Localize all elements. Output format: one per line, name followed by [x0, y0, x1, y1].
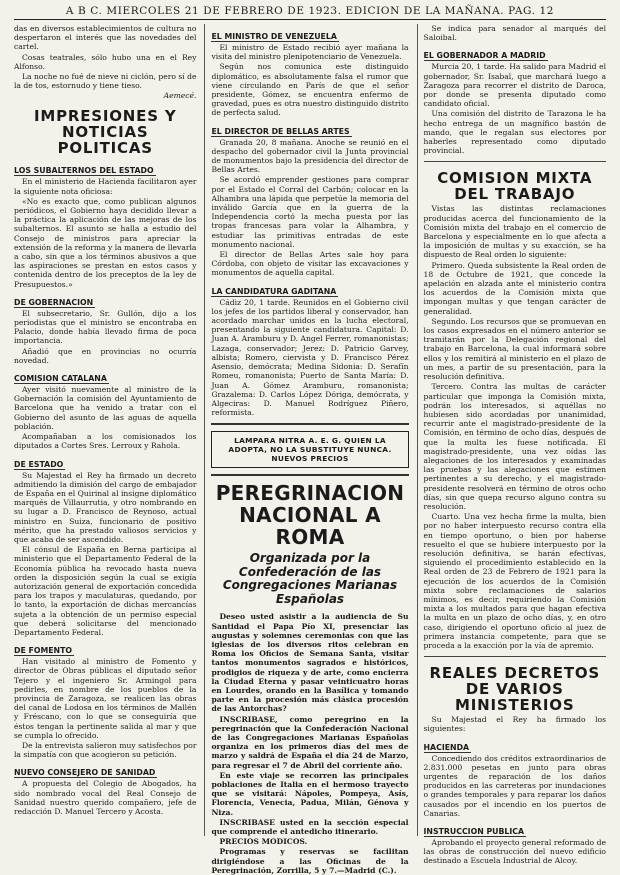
advertisement-box: LAMPARA NITRA A. E. G. QUIEN LA ADOPTA, NO LA SUBSTITUYE NUNCA. NUEVOS PRECIOS: [211, 431, 408, 468]
section-title: EL MINISTRO DE VENEZUELA: [211, 32, 337, 41]
subheadline-peregrinacion: Organizada por la Confederación de las Congregaciones Marianas Españolas: [222, 551, 398, 606]
headline-impresiones: IMPRESIONES Y NOTICIAS POLITICAS: [33, 107, 177, 158]
intro-paragraph: das en diversos establecimientos de cultura no despertaron el interés que las novedades del cartel.: [14, 24, 197, 52]
paragraph: Granada 20, 8 mañana. Anoche se reunió en el despacho del gobernador civil la Junta provincial de monumentos bajo la presidencia del director de Bellas Artes.: [211, 137, 409, 175]
column-1: [14, 24, 196, 836]
paragraph: Programas y reservas se facilitan dirigiéndose a las Oficinas de la Peregrinación, Zorrilla, 5 y 7.—Madrid (C.).: [211, 847, 409, 875]
paragraph: PRECIOS MODICOS.: [219, 837, 308, 847]
paragraph: Primero. Queda subsistente la Real orden de 18 de Octubre de 1921, que concede la apelación en alzada ante el ministerio contra los acuerdos de la Comisión mixta que impongan multas y que tengan carácter de generalidad.: [423, 260, 606, 316]
paragraph: A propuesta del Colegio de Abogados, ha sido nombrado vocal del Real Consejo de Sanidad nuestro querido compañero, jefe de redacción D. Manuel Tercero y Acosta.: [14, 779, 197, 816]
headline-reales-decretos: REALES DECRETOS DE VARIOS MINISTERIOS: [429, 664, 601, 715]
paragraph: Se indica para senador al marqués del Saloibal.: [423, 24, 606, 43]
section-title: EL GOBERNADOR A MADRID: [423, 51, 546, 61]
column-3: [417, 24, 606, 866]
paragraph: Añadió que en provincias no ocurría novedad.: [14, 346, 197, 365]
column-2: [204, 24, 409, 875]
headline-peregrinacion: PEREGRINACION NACIONAL A ROMA: [215, 481, 405, 550]
paragraph: Cuarto. Una vez hecha firme la multa, bien por no haber interpuesto recurso contra ella en tiempo oportuno, o bien por haberse resuelto el que se hubiere interpuesto por la resolución definitiva, se harán efectivas, siguiendo el procedimiento establecido en la Real orden de 23 de Febrero de 1921 para la ejecución de los acuerdos de la Comisión mixta sobre reclamaciones de salarios mínimos, es decir, requiriendo la Comisión mixta a los multados para que hagan efectiva la multa en un plazo de ocho días, y, en otro caso, dirigiendo el oportuno oficio al juez de primera instancia competente, para que se proceda a la exacción por la vía de apremio.: [423, 512, 606, 650]
section-title: DE ESTADO: [14, 459, 64, 469]
divider: [211, 423, 408, 425]
divider: [424, 656, 606, 657]
columns: [14, 24, 606, 875]
paragraph: Concediendo dos créditos extraordinarios de 2.831.000 pesetas en junto para obras urgentes de reparación de los daños producidos en las carreteras por inundaciones o grandes temporales y para reparar los daños causados por el incendio en los puertos de Canarias.: [423, 753, 606, 818]
paragraph: Una comisión del distrito de Tarazona le ha hecho entrega de un magnífico bastón de mando, que le regalan sus electores por haberles representado como diputado provincial.: [423, 109, 606, 156]
section-title: DE GOBERNACION: [14, 297, 94, 307]
paragraph: Acompañaban a los comisionados los diputados a Cortes Sres. Lerroux y Rahola.: [14, 432, 197, 451]
page-header: [14, 0, 606, 20]
section-title: NUEVO CONSEJERO DE SANIDAD: [14, 768, 156, 778]
paragraph: Según nos comunica este distinguido diplomático, es absolutamente falsa el rumor que viene circulando en París de que el señor presidente, Gómez, se encuentra enfermo de gravedad, pues es otra nuestro distinguido distrito de perfecta salud.: [211, 62, 409, 118]
header-text: A B C. MIERCOLES 21 DE FEBRERO DE 1923. EDICION DE LA MAÑANA. PAG. 12: [65, 5, 555, 17]
paragraph: «No es exacto que, como publican algunos periódicos, el Gobierno haya decidido llevar a la práctica la aplicación de las mejoras de los subalternos. El asunto se halla a estudio del Consejo de ministros para apreciar la extensión de la reforma y la manera de llevarla a cabo, sin que a los términos abusivos a que las aspiraciones se prestan en estos casos y contenida dentro de los preceptos de la ley de Presupuestos.»: [14, 196, 197, 289]
paragraph: De la entrevista salieron muy satisfechos por la simpatía con que acogieron su petición.: [14, 740, 197, 760]
paragraph: El director de Bellas Artes sale hoy para Córdoba, con objeto de visitar las excavaciones y monumentos de aquella capital.: [211, 250, 409, 278]
paragraph: En el ministerio de Hacienda facilitaron ayer la siguiente nota oficiosa:: [14, 177, 197, 196]
paragraph: Segundo. Los recursos que se promuevan en los casos expresados en el número anterior se tramitarán por la Delegación regional del trabajo en Barcelona, la cual informará sobre ellos y los remitirá al ministerio en el plazo de un mes, a partir de su presentación, para la resolución definitiva.: [423, 316, 606, 382]
intro-paragraph: Cosas teatrales, sólo hubo una en el Rey Alfonso.: [14, 52, 197, 71]
paragraph: El cónsul de España en Berna participa al ministerio que el Departamento Federal de la Economía pública ha revocado hasta nueva orden la disposición según la cual se exigía autorización general de exportación concedida para los trapos y maculaturas, quedando, por lo tanto, la exportación de dichas mercancías sujeta a la obtención de un permiso especial que deberá solicitarse del mencionado Departamento Federal.: [14, 545, 197, 637]
section-title: LOS SUBALTERNOS DEL ESTADO: [14, 166, 154, 176]
paragraph: Su Majestad el Rey ha firmado los siguientes:: [423, 715, 606, 734]
paragraph: Deseo usted asistir a la audiencia de Su Santidad el Papa Pío XI, presenciar las augustas y solemnes ceremonias con que las iglesias de los diversos ritos celebran en Roma los Oficios de Semana Santa, visitar tantos monumentos sagrados e históricos, prodigios de riqueza y de arte, como encierra la Ciudad Eterna y pasar veinticuatro horas en Lourdes, orando en la Basílica y tomando parte en la procesión más clásica procesión de las Antorchas?: [211, 612, 409, 714]
section-title: EL DIRECTOR DE BELLAS ARTES: [211, 126, 350, 136]
section-title: LA CANDIDATURA GADITANA: [211, 286, 337, 296]
paragraph: Su Majestad el Rey ha firmado un decreto admitiendo la dimisión del cargo de embajador de España en el Quirinal al insigne diplomático marqués de Villaurrutia, y otro nombrando en su lugar a D. Francisco de Reynoso, actual ministro en Suiza, funcionario de positivo mérito, que ha prestado valiosos servicios y que acaba de ser ascendido.: [14, 470, 197, 544]
paragraph: El subsecretario, Sr. Gullón, dijo a los periodistas que el ministro se encontraba en Palacio, donde había llevado firma de poca importancia.: [14, 308, 197, 346]
paragraph: Aprobando el proyecto general reformado de las obras de construcción del nuevo edificio destinado a Escuela Industrial de Alcoy.: [423, 838, 606, 866]
section-title: INSTRUCCION PUBLICA: [423, 827, 525, 837]
paragraph: Se acordó emprender gestiones para comprar por el Estado el Corral del Carbón; colocar en la Alhambra una lápida que perpetúe la memoria del inválido García que en la guerra de la Independencia cortó la mecha puesta por las tropas francesas para volar la Alhambra, y estudiar las primitivas entradas de este monumento nacional.: [211, 175, 409, 249]
paragraph: Ayer visitó nuevamente al ministro de la Gobernación la comisión del Ayuntamiento de Barcelona que ha venido a tratar con el Gobierno del asunto de las aguas de aquella población.: [14, 385, 197, 431]
paragraph: Vistas las distintas reclamaciones producidas acerca del funcionamiento de la Comisión mixta del trabajo en el comercio de Barcelona y especialmente en lo que afecta a la imposición de multas y su exacción, se ha dispuesto de Real orden lo siguiente:: [423, 204, 606, 260]
signature: Aemecé.: [163, 91, 197, 101]
divider: [211, 474, 408, 476]
headline-comision-mixta: COMISION MIXTA DEL TRABAJO: [437, 169, 593, 204]
section-title: DE FOMENTO: [14, 646, 73, 656]
paragraph: Cádiz 20, 1 tarde. Reunidos en el Gobierno civil los jefes de los partidos liberal y conservador, han acordado marchar unidos en la lucha electoral, presentando la siguiente candidatura. Capital: D. Juan A. Aramburu y D. Angel Ferrer, romanonistas; Lazaga, conservador; Jerez: D. Patricio Garvey, albista; Romero, ciervista y D. Francisco Pérez Asensio, demócrata; Medina Sidonia: D. Serafín Romeu, romanonista; Puerto de Santa María: D. Juan A. Gómez Aramburu, romanonista; Grazalema: D. Carlos López Dóriga, demócrata, y Algeciras: D. Manuel Rodríguez Piñero, reformista.: [211, 297, 409, 418]
paragraph: INSCRIBASE usted en la sección especial que comprende el antedicho itinerario.: [211, 817, 409, 836]
paragraph: Tercero. Contra las multas de carácter particular que imponga la Comisión mixta, podrán los interesados, si aquéllas no hubiesen sido acordadas por unanimidad, recurrir ante el magistrado-presidente de la Comisión, en término de ocho días, después de que la multa les fuese notificada. El magistrado-presidente, una vez oídas las alegaciones de los interesados y examinadas las pruebas y las alegaciones que estimen pertinentes a su derecho, y el magistrado-presidente resolverá en término de otros ocho días, sin que quepa recurso alguno contra su resolución.: [423, 382, 606, 511]
paragraph: Murcia 20, 1 tarde. Ha salido para Madrid el gobernador, Sr. Isabal, que marchará luego a Zaragoza para recorrer el distrito de Daroca, por donde se presenta diputado como candidato oficial.: [423, 62, 606, 109]
section-title: COMISION CATALANA: [14, 374, 107, 384]
intro-paragraph: La noche no fué de nieve ni ciclón, pero sí de la de tos, estornudo y tiene tieso.: [14, 72, 197, 91]
section-title: HACIENDA: [423, 742, 470, 752]
paragraph: En este viaje se recorren las principales poblaciones de Italia en el hermoso trayecto que se visitará: Nápoles, Pompeya, Asís, Florencia, Venecia, Padua, Milán, Génova y Niza.: [211, 770, 409, 817]
paragraph: Han visitado al ministro de Fomento y director de Obras públicas el diputado señor Tejero y el ingeniero Sr. Armingol para pedirles, en nombre de los pueblos de la provincia de Zaragoza, se realicen las obras del canal de Lodosa en los términos de Mallén y Fréscano, con lo que se conseguiría que éstos tengan la pertinente salida al mar y que se cumpla lo ofrecido.: [14, 657, 197, 740]
paragraph: El ministro de Estado recibió ayer mañana la visita del ministro plenipotenciario de Venezuela.: [211, 43, 409, 62]
paragraph: INSCRIBASE, como peregrino en la peregrinación que la Confederación Nacional de las Congregaciones Marianas Españolas organiza en los primeros días del mes de marzo y saldrá de España el día 24 de Marzo, para regresar el 7 de Abril del corriente año.: [211, 714, 409, 770]
divider: [424, 161, 606, 162]
